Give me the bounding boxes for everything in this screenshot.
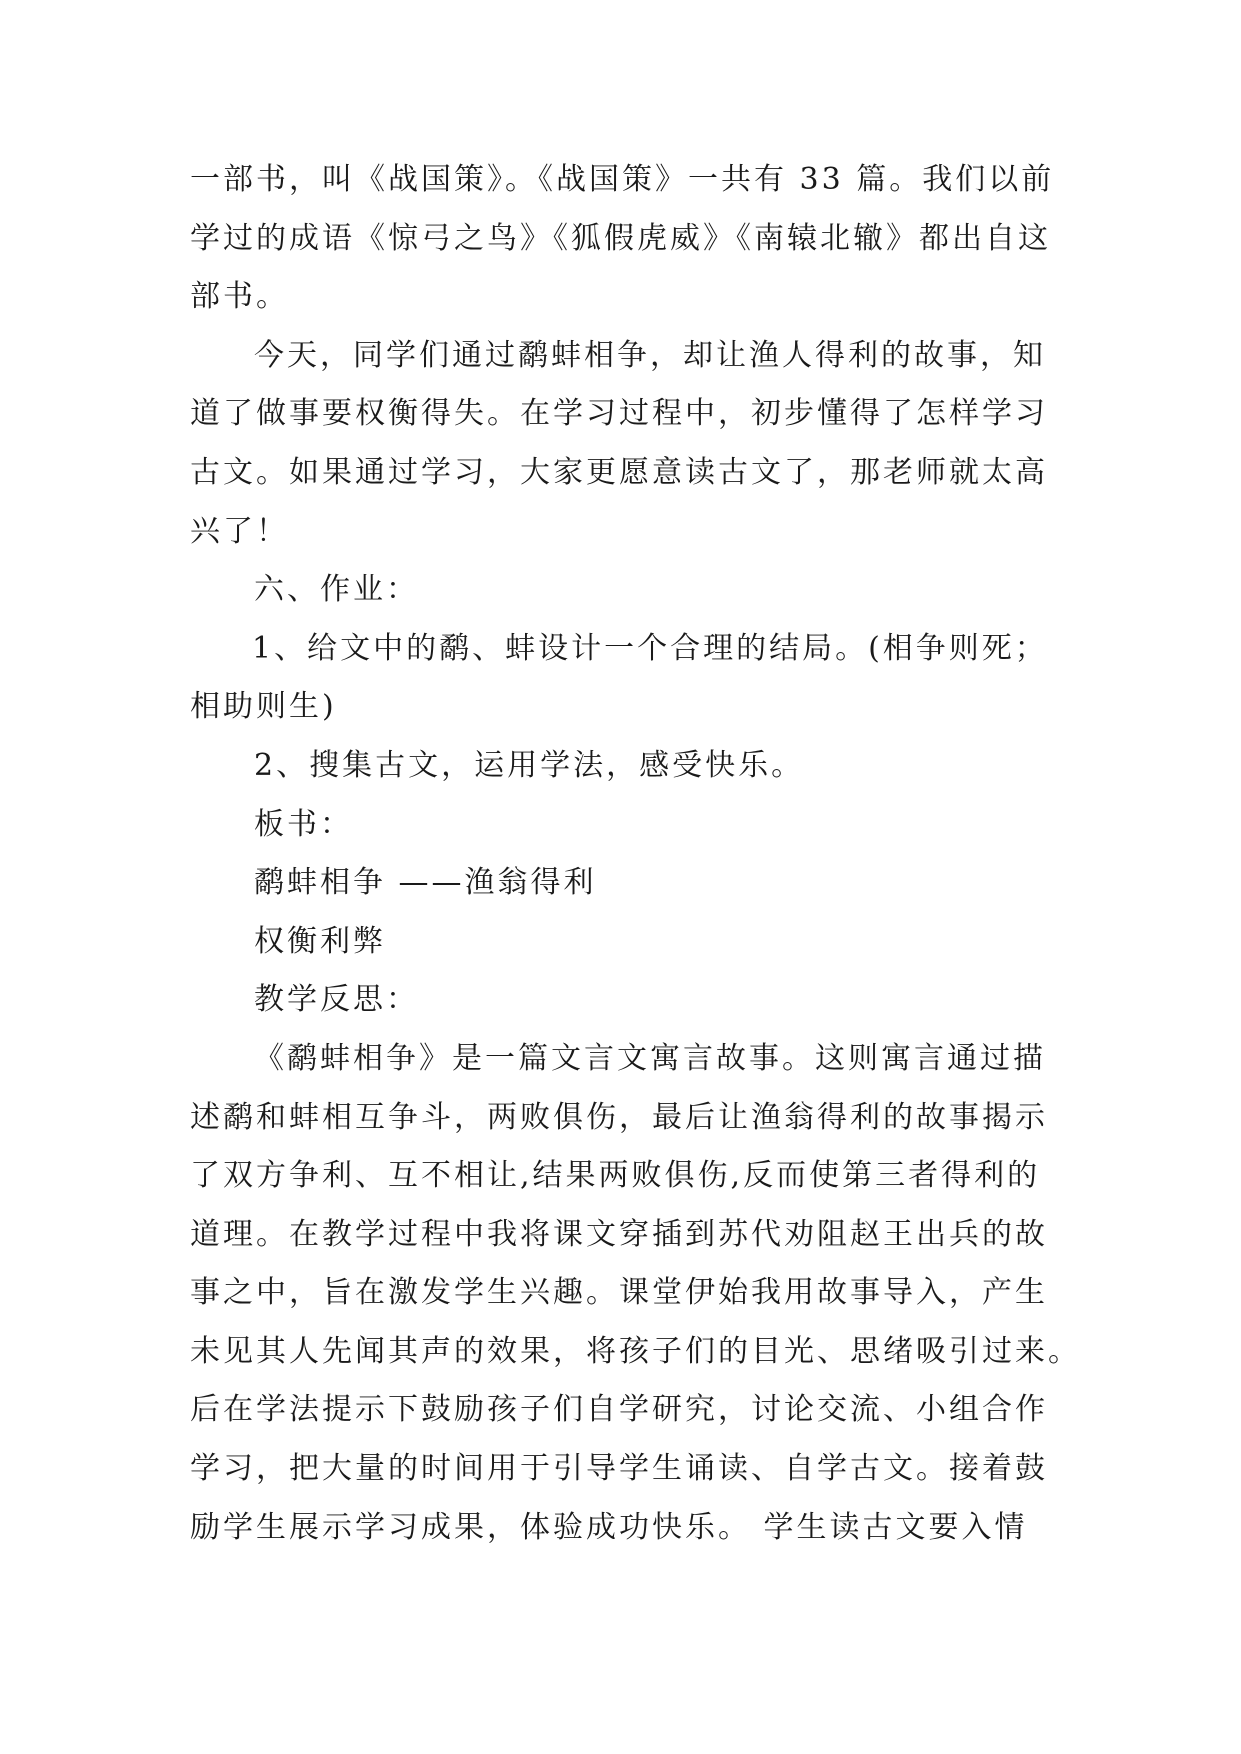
text-line: 今天，同学们通过鹬蚌相争，却让渔人得利的故事，知 — [254, 337, 1046, 373]
list-item: 2、搜集古文，运用学法，感受快乐。 — [254, 747, 805, 783]
section-heading-reflection: 教学反思： — [254, 982, 419, 1018]
section-heading-homework: 六、作业： — [254, 572, 419, 608]
section-heading-blackboard: 板书： — [254, 806, 353, 842]
text-line: 鹬蚌相争 ——渔翁得利 — [254, 865, 597, 901]
text-line: 事之中，旨在激发学生兴趣。课堂伊始我用故事导入，产生 — [190, 1275, 1048, 1311]
text-line: 《鹬蚌相争》是一篇文言文寓言故事。这则寓言通过描 — [254, 1040, 1046, 1076]
text-line: 部书。 — [190, 279, 289, 315]
text-line: 后在学法提示下鼓励孩子们自学研究，讨论交流、小组合作 — [190, 1392, 1048, 1428]
text-line: 道了做事要权衡得失。在学习过程中，初步懂得了怎样学习 — [190, 396, 1048, 432]
text-line: 了双方争利、互不相让,结果两败俱伤,反而使第三者得利的 — [190, 1158, 1041, 1194]
text-line: 学习，把大量的时间用于引导学生诵读、自学古文。接着鼓 — [190, 1451, 1048, 1487]
text-line: 未见其人先闻其声的效果，将孩子们的目光、思绪吸引过来。 — [190, 1333, 1081, 1369]
text-line: 古文。如果通过学习，大家更愿意读古文了，那老师就太高 — [190, 454, 1048, 490]
text-line: 道理。在教学过程中我将课文穿插到苏代劝阻赵王出兵的故 — [190, 1216, 1048, 1252]
text-line: 一部书，叫《战国策》。《战国策》一共有 33 篇。我们以前 — [190, 162, 1055, 197]
text-line: 兴了！ — [190, 513, 289, 549]
text-line: 相助则生) — [190, 689, 337, 725]
text-line: 述鹬和蚌相互争斗，两败俱伤，最后让渔翁得利的故事揭示 — [190, 1099, 1048, 1135]
list-item: 1、给文中的鹬、蚌设计一个合理的结局。(相争则死； — [252, 630, 1048, 666]
text-line: 励学生展示学习成果，体验成功快乐。 学生读古文要入情 — [190, 1509, 1028, 1545]
text-line: 学过的成语《惊弓之鸟》《狐假虎威》《南辕北辙》都出自这 — [190, 220, 1051, 256]
text-line: 权衡利弊 — [254, 923, 386, 959]
document-body — [190, 151, 1081, 1557]
